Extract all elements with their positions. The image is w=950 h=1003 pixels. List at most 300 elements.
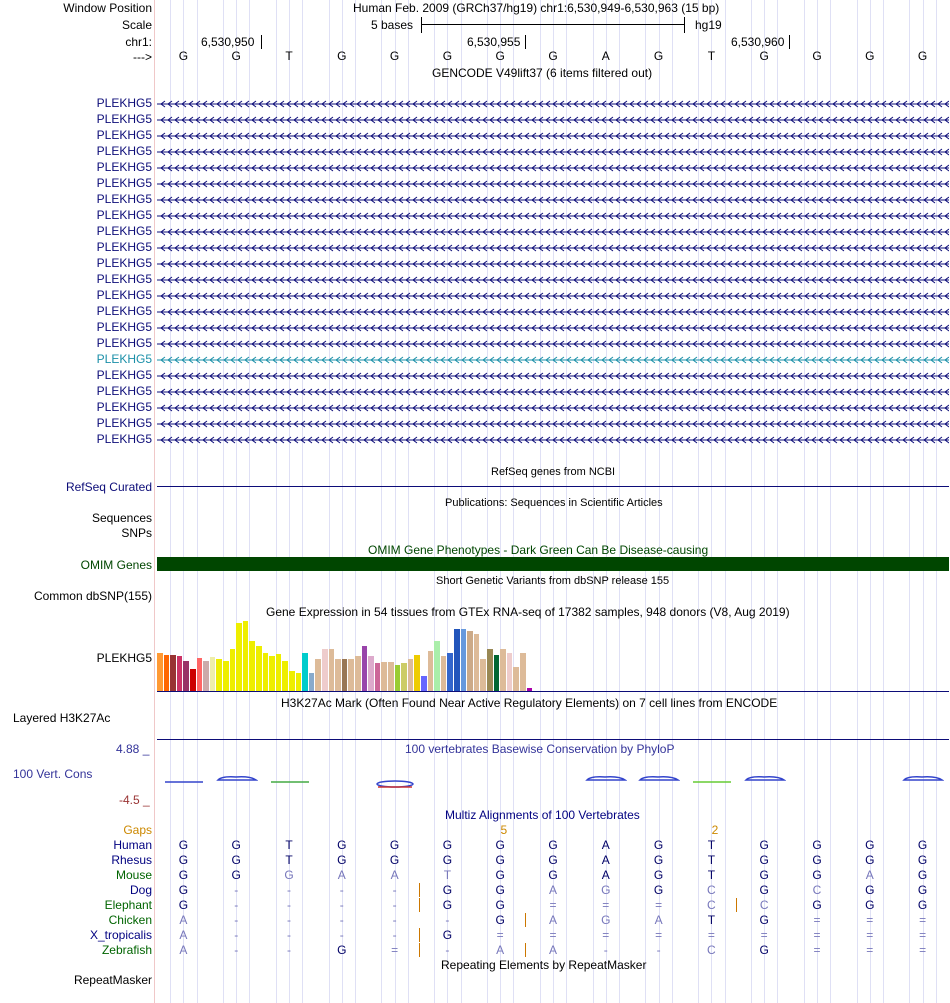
aligned-base: - (287, 898, 291, 912)
aligned-base: - (656, 943, 661, 957)
gencode-gene-label[interactable]: PLEKHG5 (96, 256, 152, 270)
gaps-label: Gaps (123, 823, 152, 837)
refseq-label[interactable]: RefSeq Curated (65, 480, 152, 494)
gtex-tissue-bar[interactable] (190, 669, 196, 691)
aligned-base: T (707, 838, 716, 852)
phylop-glyph (269, 774, 311, 790)
gencode-gene-label[interactable]: PLEKHG5 (96, 272, 152, 286)
aligned-base: G (759, 883, 769, 897)
gencode-transcript[interactable] (157, 164, 949, 172)
gencode-gene-label[interactable]: PLEKHG5 (96, 192, 152, 206)
scale-label: Scale (121, 18, 152, 32)
aligned-base: G (653, 883, 664, 897)
aligned-base: G (759, 853, 769, 867)
gtex-tissue-bar[interactable] (487, 649, 493, 691)
aligned-base: G (442, 838, 453, 852)
aligned-base: G (442, 883, 453, 897)
h3k27ac-track-title[interactable]: H3K27Ac Mark (Often Found Near Active Regulatory Elements) on 7 cell lines from ENCODE (281, 696, 778, 710)
publications-track-title[interactable]: Publications: Sequences in Scientific Articles (445, 497, 663, 509)
reverse-strand-arrows (157, 340, 949, 348)
aligned-base: = (549, 928, 557, 942)
base-letter: G (548, 49, 558, 63)
aligned-base: - (392, 883, 397, 897)
gencode-transcript[interactable] (157, 356, 949, 364)
gencode-transcript[interactable] (157, 388, 949, 396)
aligned-base: A (601, 868, 610, 882)
phylop-score[interactable] (374, 774, 416, 790)
gencode-gene-label[interactable]: PLEKHG5 (96, 112, 152, 126)
base-letter: G (917, 49, 928, 63)
reverse-strand-arrows (157, 324, 949, 332)
gap-count: 5 (500, 823, 508, 837)
aligned-base: A (179, 943, 188, 957)
gtex-tissue-bar[interactable] (210, 657, 216, 691)
aligned-base: C (707, 883, 716, 897)
gtex-tissue-bar[interactable] (381, 662, 387, 691)
aligned-base: G (337, 943, 347, 957)
gtex-tissue-bar[interactable] (315, 659, 321, 691)
insertion-marker (419, 928, 420, 942)
gtex-tissue-bar[interactable] (269, 656, 275, 691)
aligned-base: G (442, 853, 453, 867)
aligned-base: A (496, 943, 505, 957)
gtex-tissue-bar[interactable] (342, 659, 348, 691)
aligned-base: G (389, 838, 400, 852)
gencode-gene-label[interactable]: PLEKHG5 (96, 432, 152, 446)
aligned-base: G (495, 913, 505, 927)
gtex-tissue-bar[interactable] (507, 653, 513, 691)
publications-sequences-label[interactable]: Sequences (91, 511, 152, 525)
gtex-tissue-bar[interactable] (243, 621, 249, 691)
base-letter: G (442, 49, 453, 63)
gencode-transcript[interactable] (157, 436, 949, 444)
gencode-transcript[interactable] (157, 308, 949, 316)
gencode-gene-label[interactable]: PLEKHG5 (96, 160, 152, 174)
coord-tick (261, 35, 262, 49)
repeatmasker-track-title[interactable]: Repeating Elements by RepeatMasker (441, 958, 647, 972)
species-label[interactable]: Elephant (104, 898, 152, 912)
reverse-strand-arrows (157, 164, 949, 172)
gencode-transcript[interactable] (157, 372, 949, 380)
gtex-tissue-bar[interactable] (461, 629, 467, 691)
gtex-tissue-bar[interactable] (414, 655, 420, 691)
base-letter: G (812, 49, 822, 63)
gencode-gene-label[interactable]: PLEKHG5 (96, 368, 152, 382)
aligned-base: G (917, 868, 928, 882)
gtex-tissue-bar[interactable] (249, 641, 255, 691)
aligned-base: - (234, 898, 239, 912)
aligned-base: G (495, 838, 505, 852)
aligned-base: - (392, 928, 397, 942)
base-letter: G (495, 49, 505, 63)
aligned-base: G (495, 853, 505, 867)
reverse-strand-arrows (157, 244, 949, 252)
window-position-value: Human Feb. 2009 (GRCh37/hg19) chr1:6,530,949-6,530,963 (15 bp) (353, 1, 720, 15)
gtex-tissue-bar[interactable] (203, 661, 209, 691)
aligned-base: G (337, 838, 347, 852)
species-label[interactable]: Mouse (115, 868, 152, 882)
gtex-tissue-bar[interactable] (302, 653, 308, 691)
insertion-marker (419, 943, 420, 957)
reverse-strand-arrows (157, 196, 949, 204)
gencode-transcript[interactable] (157, 180, 949, 188)
gtex-tissue-bar[interactable] (520, 653, 526, 691)
gtex-tissue-bar[interactable] (474, 634, 480, 691)
gtex-tissue-bar[interactable] (183, 661, 189, 691)
gencode-gene-label[interactable]: PLEKHG5 (96, 400, 152, 414)
aligned-base: C (707, 898, 716, 912)
omim-label[interactable]: OMIM Genes (80, 558, 152, 572)
gtex-tissue-bar[interactable] (216, 659, 222, 691)
omim-track-title[interactable]: OMIM Gene Phenotypes - Dark Green Can Be Disease-causing (368, 543, 709, 557)
gtex-tissue-bar[interactable] (454, 629, 460, 691)
gtex-tissue-bar[interactable] (170, 655, 176, 691)
dbsnp-label[interactable]: Common dbSNP(155) (33, 589, 152, 603)
aligned-base: G (917, 898, 928, 912)
insertion-marker (419, 898, 420, 912)
aligned-base: G (231, 868, 241, 882)
aligned-base: - (339, 913, 344, 927)
aligned-base: G (601, 913, 611, 927)
phylop-score[interactable] (638, 774, 680, 790)
phylop-glyph (902, 774, 944, 790)
gencode-gene-label[interactable]: PLEKHG5 (96, 416, 152, 430)
gtex-tissue-bar[interactable] (230, 649, 236, 691)
gtex-tissue-bar[interactable] (263, 653, 269, 691)
aligned-base: = (549, 898, 557, 912)
insertion-marker (525, 943, 526, 957)
gencode-gene-label[interactable]: PLEKHG5 (96, 336, 152, 350)
reverse-strand-arrows (157, 116, 949, 124)
gencode-transcript[interactable] (157, 404, 949, 412)
gtex-tissue-bar[interactable] (329, 649, 335, 691)
aligned-base: = (760, 928, 768, 942)
phylop-score[interactable] (585, 774, 627, 790)
aligned-base: A (548, 913, 557, 927)
aligned-base: = (655, 898, 663, 912)
coord-label: 6,530,960 (731, 35, 785, 49)
gtex-tissue-bar[interactable] (421, 676, 427, 691)
phylop-track-title[interactable]: 100 vertebrates Basewise Conservation by PhyloP (405, 742, 675, 756)
aligned-base: C (812, 883, 822, 897)
reverse-strand-arrows (157, 212, 949, 220)
assembly-label: hg19 (695, 18, 722, 32)
species-label[interactable]: Chicken (108, 913, 152, 927)
aligned-base: - (287, 943, 291, 957)
aligned-base: = (866, 913, 874, 927)
base-letter: T (285, 49, 293, 63)
reverse-strand-arrows (157, 404, 949, 412)
aligned-base: G (653, 838, 664, 852)
gap-count: 2 (711, 823, 719, 837)
gencode-transcript[interactable] (157, 132, 949, 140)
aligned-base: G (337, 853, 347, 867)
gencode-gene-label[interactable]: PLEKHG5 (96, 128, 152, 142)
phylop-score[interactable] (744, 774, 786, 790)
aligned-base: A (654, 913, 663, 927)
reverse-strand-arrows (157, 228, 949, 236)
aligned-base: A (179, 913, 188, 927)
aligned-base: - (234, 943, 239, 957)
phylop-label[interactable]: 100 Vert. Cons (13, 767, 93, 781)
gencode-transcript[interactable] (157, 420, 949, 428)
species-label[interactable]: Rhesus (111, 853, 152, 867)
gencode-gene-label[interactable]: PLEKHG5 (96, 96, 152, 110)
aligned-base: A (548, 883, 557, 897)
gencode-gene-label[interactable]: PLEKHG5 (96, 176, 152, 190)
aligned-base: - (287, 928, 291, 942)
aligned-base: = (602, 928, 610, 942)
aligned-base: G (865, 883, 875, 897)
reverse-strand-arrows (157, 132, 949, 140)
coord-tick (789, 35, 790, 49)
aligned-base: G (178, 838, 189, 852)
aligned-base: T (443, 868, 452, 882)
aligned-base: G (865, 853, 875, 867)
base-letter: G (231, 49, 241, 63)
species-label[interactable]: Human (113, 838, 152, 852)
aligned-base: = (707, 928, 715, 942)
reverse-strand-arrows (157, 180, 949, 188)
base-letter: G (337, 49, 347, 63)
gtex-tissue-bar[interactable] (296, 673, 302, 691)
aligned-base: - (234, 913, 239, 927)
gtex-tissue-bar[interactable] (368, 656, 374, 691)
gtex-tissue-bar[interactable] (177, 656, 183, 691)
aligned-base: T (707, 853, 716, 867)
aligned-base: A (548, 943, 557, 957)
phylop-score[interactable] (691, 774, 733, 790)
base-letter: G (759, 49, 769, 63)
gencode-gene-label[interactable]: PLEKHG5 (96, 208, 152, 222)
gtex-gene-label[interactable]: PLEKHG5 (96, 651, 152, 665)
gtex-tissue-bar[interactable] (223, 661, 229, 691)
gencode-transcript[interactable] (157, 100, 949, 108)
aligned-base: G (865, 898, 875, 912)
aligned-base: - (392, 898, 397, 912)
phylop-score[interactable] (902, 774, 944, 790)
gtex-tissue-bar[interactable] (362, 646, 368, 691)
phylop-glyph (163, 774, 205, 790)
h3k27ac-baseline (157, 739, 949, 740)
species-label[interactable]: Dog (129, 883, 152, 897)
aligned-base: T (285, 853, 293, 867)
aligned-base: = (919, 943, 927, 957)
phylop-glyph (374, 774, 416, 790)
gencode-gene-label[interactable]: PLEKHG5 (96, 384, 152, 398)
gencode-transcript[interactable] (157, 340, 949, 348)
gencode-transcript[interactable] (157, 292, 949, 300)
aligned-base: = (866, 943, 874, 957)
gtex-tissue-bar[interactable] (355, 656, 361, 691)
aligned-base: C (759, 898, 769, 912)
aligned-base: = (919, 913, 927, 927)
phylop-glyph (744, 774, 786, 790)
coord-label: 6,530,955 (467, 35, 521, 49)
gtex-tissue-bar[interactable] (408, 659, 414, 691)
gtex-tissue-bar[interactable] (513, 667, 519, 691)
aligned-base: G (178, 853, 189, 867)
species-label[interactable]: X_tropicalis (89, 928, 152, 942)
refseq-track-title[interactable]: RefSeq genes from NCBI (491, 466, 616, 478)
species-label[interactable]: Zebrafish (101, 943, 152, 957)
aligned-base: A (601, 853, 610, 867)
phylop-glyph (691, 774, 733, 790)
gencode-gene-label[interactable]: PLEKHG5 (96, 240, 152, 254)
gencode-transcript[interactable] (157, 260, 949, 268)
gtex-tissue-bar[interactable] (197, 658, 203, 691)
h3k27ac-label[interactable]: Layered H3K27Ac (13, 711, 111, 725)
chrom-label: chr1: (125, 35, 152, 49)
gtex-tissue-bar[interactable] (500, 649, 506, 691)
refseq-gene-line[interactable] (157, 486, 949, 487)
reverse-strand-arrows (157, 276, 949, 284)
aligned-base: = (655, 928, 663, 942)
phylop-glyph (585, 774, 627, 790)
aligned-base: G (759, 913, 769, 927)
gencode-transcript[interactable] (157, 116, 949, 124)
gencode-transcript[interactable] (157, 196, 949, 204)
aligned-base: G (653, 868, 664, 882)
gtex-tissue-bar[interactable] (236, 623, 242, 691)
gtex-tissue-bar[interactable] (375, 663, 381, 691)
aligned-base: G (917, 838, 928, 852)
gtex-bar-chart[interactable] (157, 620, 537, 691)
aligned-base: = (813, 943, 821, 957)
aligned-base: = (602, 898, 610, 912)
base-letter: A (601, 49, 610, 63)
base-letter: T (707, 49, 716, 63)
gtex-tissue-bar[interactable] (494, 655, 500, 691)
reverse-strand-arrows (157, 372, 949, 380)
aligned-base: G (548, 853, 558, 867)
aligned-base: = (813, 913, 821, 927)
aligned-base: G (865, 838, 875, 852)
phylop-glyph (216, 774, 258, 790)
gtex-tissue-bar[interactable] (157, 653, 163, 691)
gtex-tissue-bar[interactable] (276, 654, 282, 691)
gencode-transcript[interactable] (157, 244, 949, 252)
gtex-tissue-bar[interactable] (447, 653, 453, 691)
gtex-tissue-bar[interactable] (282, 661, 288, 691)
aligned-base: G (812, 898, 822, 912)
gtex-tissue-bar[interactable] (322, 649, 328, 691)
gencode-gene-label[interactable]: PLEKHG5 (96, 224, 152, 238)
aligned-base: G (917, 853, 928, 867)
aligned-base: A (179, 928, 188, 942)
gencode-transcript[interactable] (157, 228, 949, 236)
phylop-glyph (638, 774, 680, 790)
aligned-base: G (389, 853, 400, 867)
gencode-gene-label[interactable]: PLEKHG5 (96, 352, 152, 366)
gtex-track-title[interactable]: Gene Expression in 54 tissues from GTEx RNA-seq of 17382 samples, 948 donors (V8, Aug 2019) (266, 605, 790, 619)
aligned-base: G (812, 838, 822, 852)
aligned-base: G (495, 898, 505, 912)
gencode-track-title[interactable]: GENCODE V49lift37 (6 items filtered out) (432, 66, 653, 80)
phylop-score[interactable] (216, 774, 258, 790)
gtex-baseline (157, 691, 949, 692)
reverse-strand-arrows (157, 356, 949, 364)
reverse-strand-arrows (157, 148, 949, 156)
aligned-base: T (707, 913, 716, 927)
dbsnp-track-title[interactable]: Short Genetic Variants from dbSNP release 155 (436, 575, 670, 587)
aligned-base: - (445, 943, 450, 957)
aligned-base: - (339, 898, 344, 912)
aligned-base: - (392, 913, 397, 927)
gtex-tissue-bar[interactable] (467, 631, 473, 691)
aligned-base: - (234, 928, 239, 942)
omim-gene-bar[interactable] (157, 557, 949, 571)
aligned-base: T (707, 868, 716, 882)
gtex-tissue-bar[interactable] (256, 646, 262, 691)
aligned-base: T (285, 838, 293, 852)
aligned-base: = (866, 928, 874, 942)
aligned-base: C (707, 943, 716, 957)
reverse-strand-arrows (157, 420, 949, 428)
gencode-transcript[interactable] (157, 212, 949, 220)
reverse-strand-arrows (157, 292, 949, 300)
gtex-tissue-bar[interactable] (388, 662, 394, 691)
aligned-base: - (445, 913, 450, 927)
aligned-base: A (601, 838, 610, 852)
publications-snps-label[interactable]: SNPs (121, 526, 152, 540)
phylop-score[interactable] (163, 774, 205, 790)
gtex-tissue-bar[interactable] (335, 659, 341, 691)
label-column-border (154, 0, 155, 1003)
repeatmasker-label[interactable]: RepeatMasker (73, 973, 152, 987)
gtex-tissue-bar[interactable] (434, 641, 440, 691)
gencode-gene-label[interactable]: PLEKHG5 (96, 320, 152, 334)
reverse-strand-arrows (157, 260, 949, 268)
strand-label: ---> (133, 50, 152, 64)
aligned-base: A (865, 868, 874, 882)
gencode-transcript[interactable] (157, 276, 949, 284)
multiz-track-title[interactable]: Multiz Alignments of 100 Vertebrates (445, 808, 640, 822)
aligned-base: G (178, 868, 189, 882)
gencode-gene-label[interactable]: PLEKHG5 (96, 304, 152, 318)
reverse-strand-arrows (157, 436, 949, 444)
gtex-tissue-bar[interactable] (289, 671, 295, 691)
gencode-transcript[interactable] (157, 324, 949, 332)
phylop-score[interactable] (269, 774, 311, 790)
gtex-tissue-bar[interactable] (428, 651, 434, 691)
base-letter: G (865, 49, 875, 63)
aligned-base: G (548, 868, 558, 882)
reverse-strand-arrows (157, 100, 949, 108)
window-position-label: Window Position (63, 1, 152, 15)
aligned-base: G (178, 898, 189, 912)
insertion-marker (736, 898, 737, 912)
gtex-tissue-bar[interactable] (309, 673, 315, 691)
gtex-tissue-bar[interactable] (348, 659, 354, 691)
base-letter: G (389, 49, 400, 63)
aligned-base: G (917, 883, 928, 897)
reverse-strand-arrows (157, 308, 949, 316)
gtex-tissue-bar[interactable] (480, 659, 486, 691)
gencode-transcript[interactable] (157, 148, 949, 156)
aligned-base: G (178, 883, 189, 897)
gtex-tissue-bar[interactable] (395, 665, 401, 691)
gtex-tissue-bar[interactable] (164, 655, 170, 691)
gtex-tissue-bar[interactable] (441, 656, 447, 691)
aligned-base: = (391, 943, 399, 957)
coord-tick (525, 35, 526, 49)
aligned-base: - (603, 943, 608, 957)
insertion-marker (419, 883, 420, 897)
gtex-tissue-bar[interactable] (401, 663, 407, 691)
gencode-gene-label[interactable]: PLEKHG5 (96, 288, 152, 302)
gencode-gene-label[interactable]: PLEKHG5 (96, 144, 152, 158)
